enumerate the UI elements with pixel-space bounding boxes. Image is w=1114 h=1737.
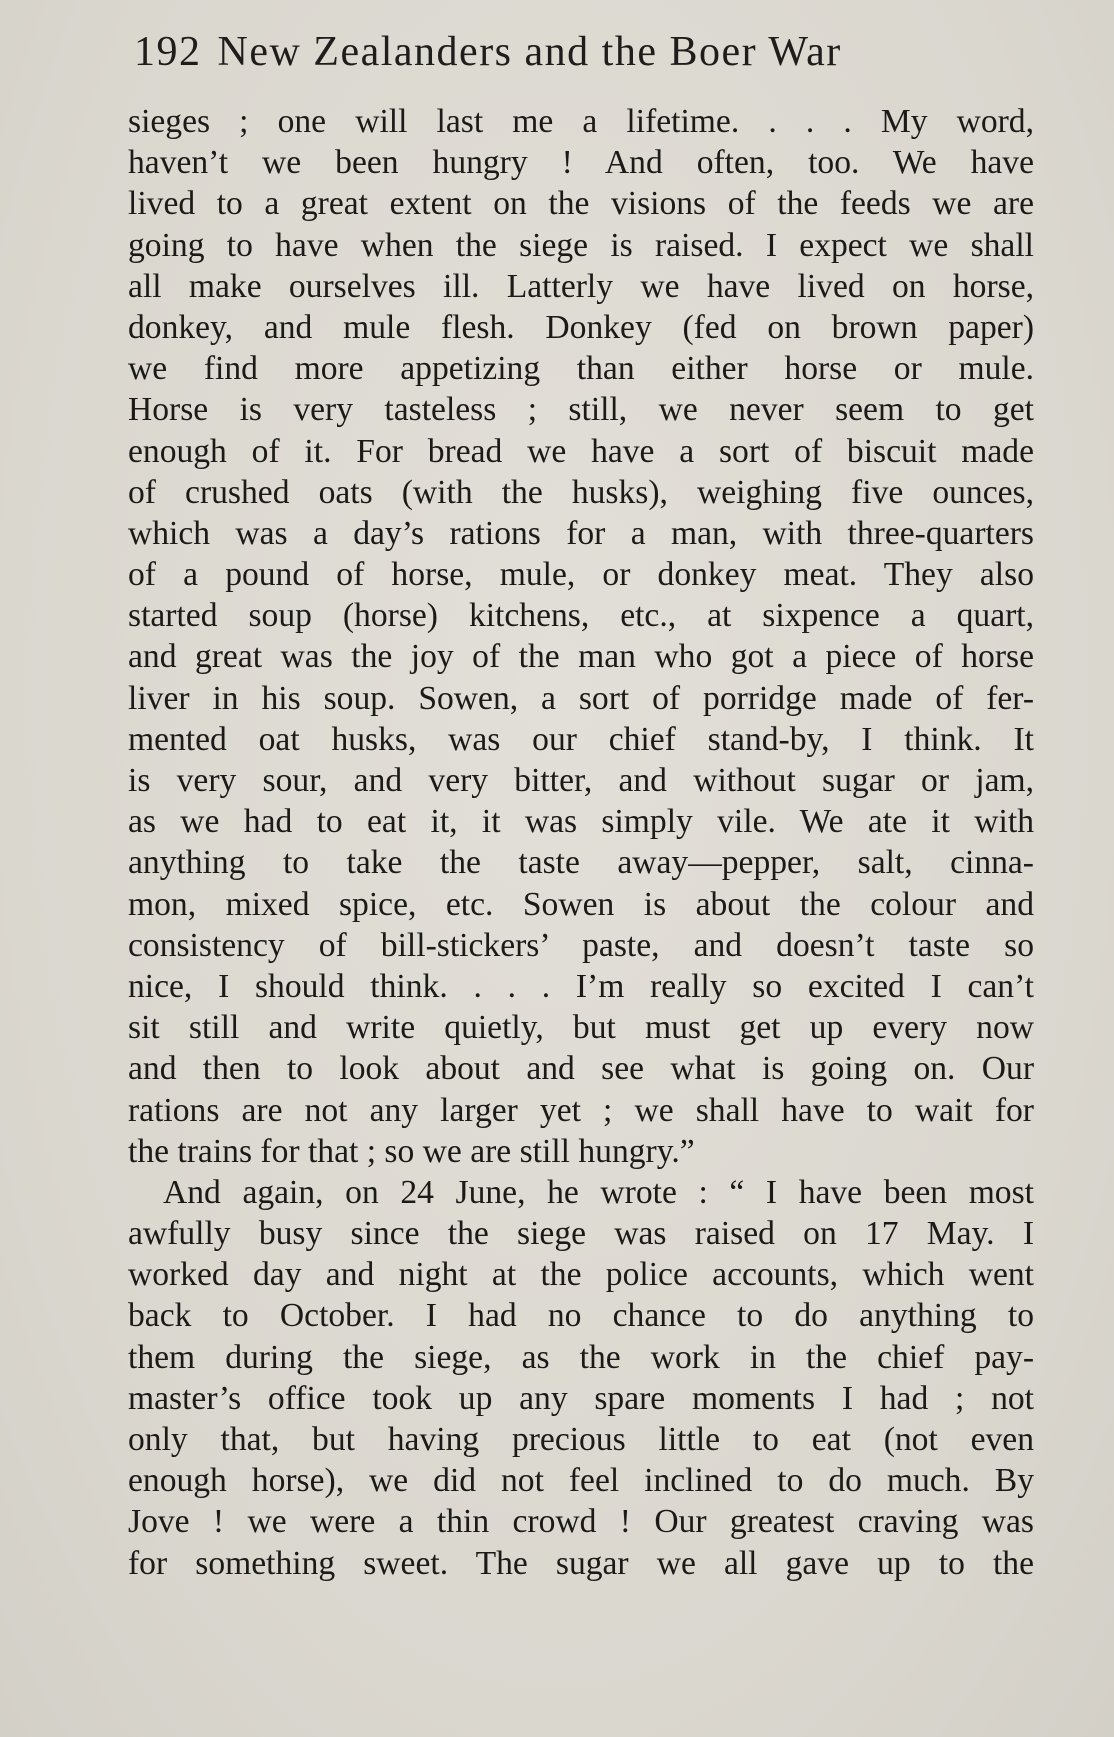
text-line: only that, but having precious little to eat (not even xyxy=(128,1421,1034,1458)
text-line: haven’t we been hungry ! And often, too. We have xyxy=(128,144,1034,182)
running-head xyxy=(134,28,984,88)
page-number: 192 xyxy=(134,29,202,75)
text-line: of a pound of horse, mule, or donkey meat. They also xyxy=(128,556,1034,594)
text-line: master’s office took up any spare moments I had ; not xyxy=(128,1379,1034,1417)
text-line: enough of it. For bread we have a sort of biscuit made xyxy=(128,432,1034,470)
text-line: going to have when the siege is raised. I expect we shall xyxy=(128,226,1034,264)
text-line: mented oat husks, was our chief stand-by, I think. It xyxy=(128,720,1034,758)
text-line: mon, mixed spice, etc. Sowen is about the colour and xyxy=(128,885,1034,923)
text-line: lived to a great extent on the visions of the feeds we are xyxy=(128,185,1034,223)
text-line: liver in his soup. Sowen, a sort of porridge made of fer- xyxy=(128,679,1034,717)
text-line: rations are not any larger yet ; we shall have to wait for xyxy=(128,1091,1034,1129)
text-line: consistency of bill-stickers’ paste, and doesn’t taste so xyxy=(128,926,1034,964)
text-line: awfully busy since the siege was raised on 17 May. I xyxy=(128,1215,1034,1253)
text-line: and great was the joy of the man who got a piece of horse xyxy=(128,638,1034,676)
body-text xyxy=(128,101,1034,1584)
text-line: Jove ! we were a thin crowd ! Our greatest craving was xyxy=(128,1503,1034,1541)
text-line: for something sweet. The sugar we all gave up to the xyxy=(128,1544,1034,1582)
text-line: started soup (horse) kitchens, etc., at sixpence a quart, xyxy=(128,597,1034,635)
text-line: and then to look about and see what is going on. Our xyxy=(128,1050,1034,1088)
text-line: Horse is very tasteless ; still, we never seem to get xyxy=(128,391,1034,429)
text-line: we find more appetizing than either horse or mule. xyxy=(128,350,1034,388)
text-line: all make ourselves ill. Latterly we have lived on horse, xyxy=(128,267,1034,305)
text-line: nice, I should think. . . . I’m really so excited I can’t xyxy=(128,967,1034,1005)
running-title: New Zealanders and the Boer War xyxy=(217,29,842,75)
text-line: enough horse), we did not feel inclined to do much. By xyxy=(128,1462,1034,1500)
text-line: sit still and write quietly, but must get up every now xyxy=(128,1009,1034,1047)
text-line: anything to take the taste away—pepper, salt, cinna- xyxy=(128,844,1034,882)
text-line: of crushed oats (with the husks), weighing five ounces, xyxy=(128,473,1034,511)
text-line: them during the siege, as the work in the chief pay- xyxy=(128,1338,1034,1376)
text-line: the trains for that ; so we are still hungry.” xyxy=(128,1132,695,1170)
paragraph-first-line: And again, on 24 June, he wrote : “ I have been most xyxy=(163,1173,1034,1211)
text-line: worked day and night at the police accounts, which went xyxy=(128,1256,1034,1294)
text-line: as we had to eat it, it was simply vile. We ate it with xyxy=(128,803,1034,841)
text-line: is very sour, and very bitter, and without sugar or jam, xyxy=(128,762,1034,799)
text-line: which was a day’s rations for a man, with three-quarters xyxy=(128,514,1034,552)
text-line: donkey, and mule flesh. Donkey (fed on brown paper) xyxy=(128,308,1034,346)
text-line: sieges ; one will last me a lifetime. . . . My word, xyxy=(128,103,1034,140)
text-line: back to October. I had no chance to do anything to xyxy=(128,1297,1034,1335)
